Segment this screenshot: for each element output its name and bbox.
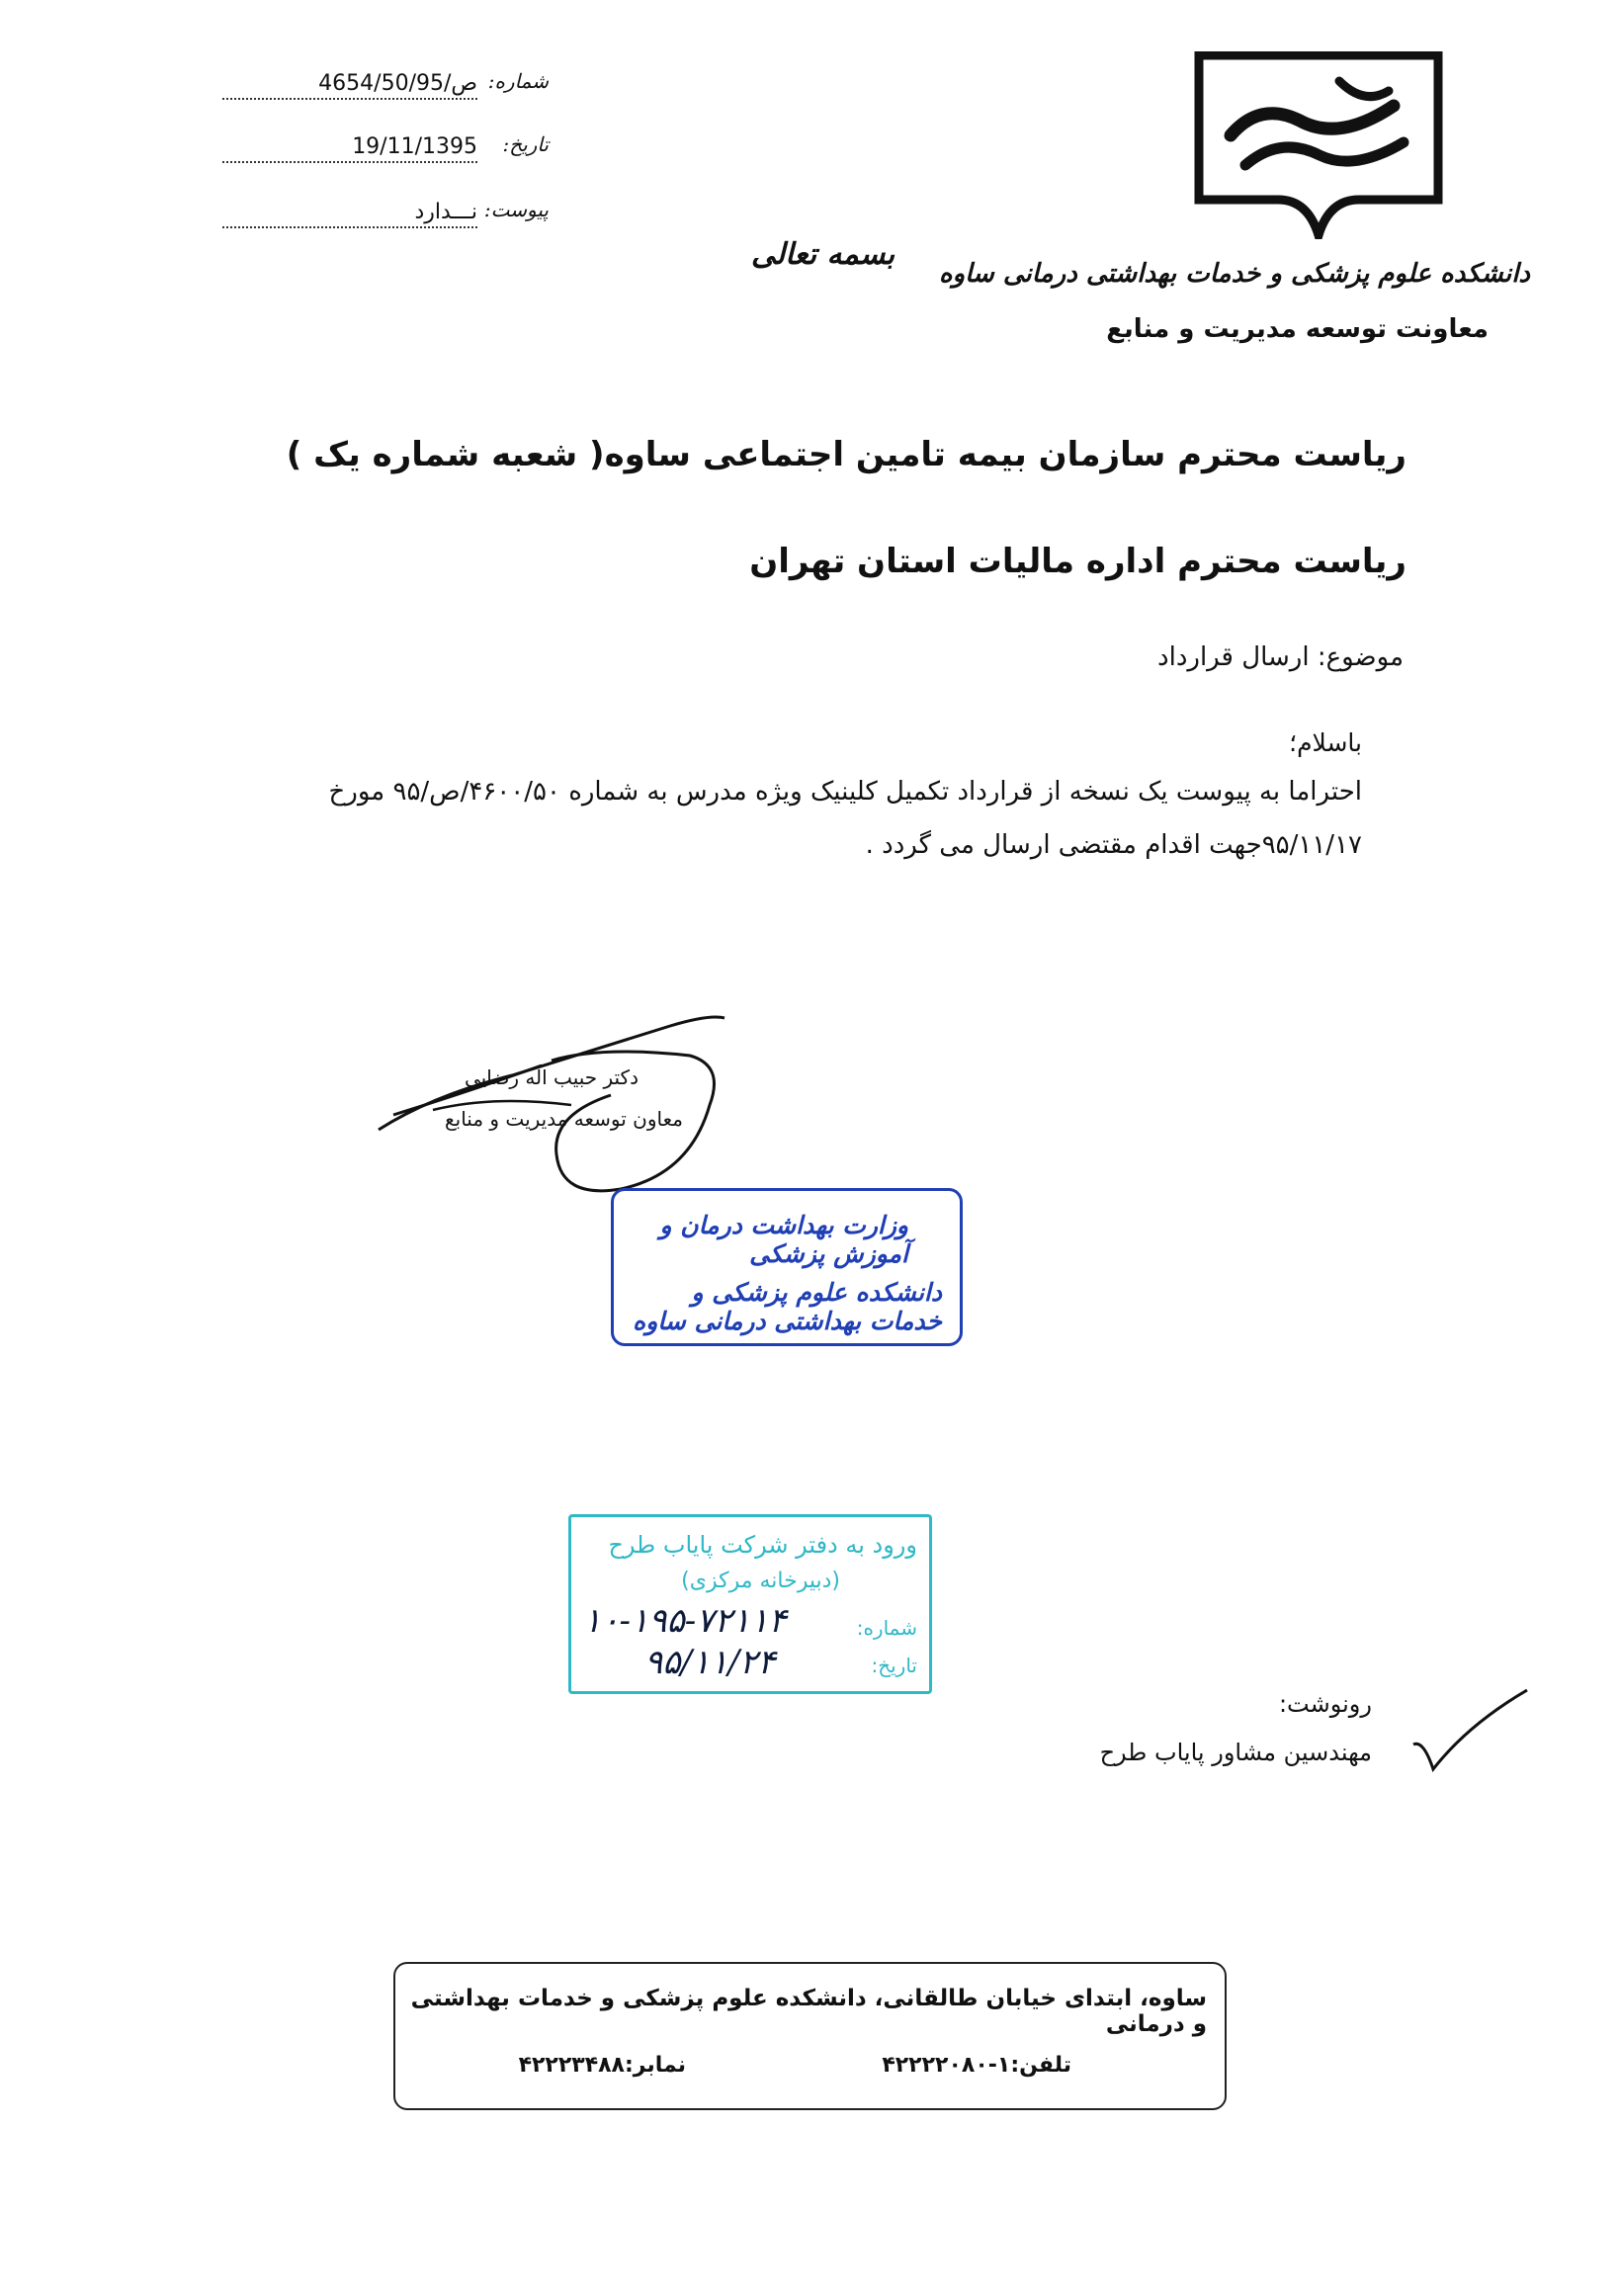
attachment-row <box>222 198 549 233</box>
letter-date-row <box>222 132 549 168</box>
signatory-name: دکتر حبیب اله رضایی <box>465 1065 639 1089</box>
receipt-stamp-number-label: شماره: <box>856 1616 917 1640</box>
handwritten-receipt-number: ۱۰-۱۹۵-۷۲۱۱۴ <box>583 1601 787 1641</box>
bismillah-heading: بسمه تعالی <box>751 237 895 272</box>
ministry-stamp <box>611 1188 963 1346</box>
receipt-stamp-date-label: تاریخ: <box>871 1654 917 1677</box>
receipt-stamp-title: ورود به دفتر شرکت پایاب طرح <box>608 1531 917 1559</box>
footer-contact-box <box>393 1962 1227 2110</box>
checkmark-icon <box>1408 1685 1532 1774</box>
letter-number-label: شماره: <box>487 69 549 93</box>
signatory-title: معاون توسعه مدیریت و منابع <box>445 1107 683 1131</box>
footer-fax: نمابر:۴۲۲۲۳۴۸۸ <box>518 2053 686 2078</box>
recipient-1: ریاست محترم سازمان بیمه تامین اجتماعی ساوه( شعبه شماره یک ) <box>286 435 1406 474</box>
ministry-stamp-line-1: وزارت بهداشت درمان و آموزش پزشکی <box>659 1211 908 1268</box>
footer-address: ساوه، ابتدای خیابان طالقانی، دانشکده علوم پزشکی و خدمات بهداشتی و درمانی <box>410 1986 1207 2037</box>
receipt-stamp-subtitle: (دبیرخانه مرکزی) <box>681 1569 840 1593</box>
ministry-stamp-line-2: دانشکده علوم پزشکی و خدمات بهداشتی درمانی ساوه <box>633 1278 942 1335</box>
university-logo <box>1191 51 1446 239</box>
greeting: باسلام؛ <box>1289 728 1362 757</box>
recipient-2: ریاست محترم اداره مالیات استان تهران <box>749 542 1406 581</box>
department-name: معاونت توسعه مدیریت و منابع <box>1106 314 1489 344</box>
body-line-2: ۹۵/۱۱/۱۷جهت اقدام مقتضی ارسال می گردد . <box>865 830 1362 860</box>
handwritten-receipt-date: ۹۵/۱۱/۲۴ <box>644 1643 776 1682</box>
handwritten-signature <box>374 1006 739 1204</box>
university-name: دانشکده علوم پزشکی و خدمات بهداشتی درمانی ساوه <box>938 259 1530 289</box>
letter-number-row <box>222 69 549 105</box>
cc-label: رونوشت: <box>1278 1690 1372 1718</box>
attachment-value: نـــدارد <box>222 200 477 228</box>
attachment-label: پیوست: <box>483 198 549 221</box>
cc-item: مهندسین مشاور پایاب طرح <box>1099 1739 1372 1766</box>
footer-phone: تلفن:۱-۴۲۲۲۲۰۸۰ <box>882 2053 1071 2078</box>
letter-date-label: تاریخ: <box>502 132 549 156</box>
subject-line: موضوع: ارسال قرارداد <box>1157 642 1404 672</box>
letter-number-value: 4654/50/ص/95 <box>222 71 477 100</box>
letter-date-value: 19/11/1395 <box>222 134 477 163</box>
body-line-1: احتراما به پیوست یک نسخه از قرارداد تکمیل کلینیک ویژه مدرس به شماره ۴۶۰۰/۵۰/ص/۹۵ مورخ <box>328 777 1362 807</box>
